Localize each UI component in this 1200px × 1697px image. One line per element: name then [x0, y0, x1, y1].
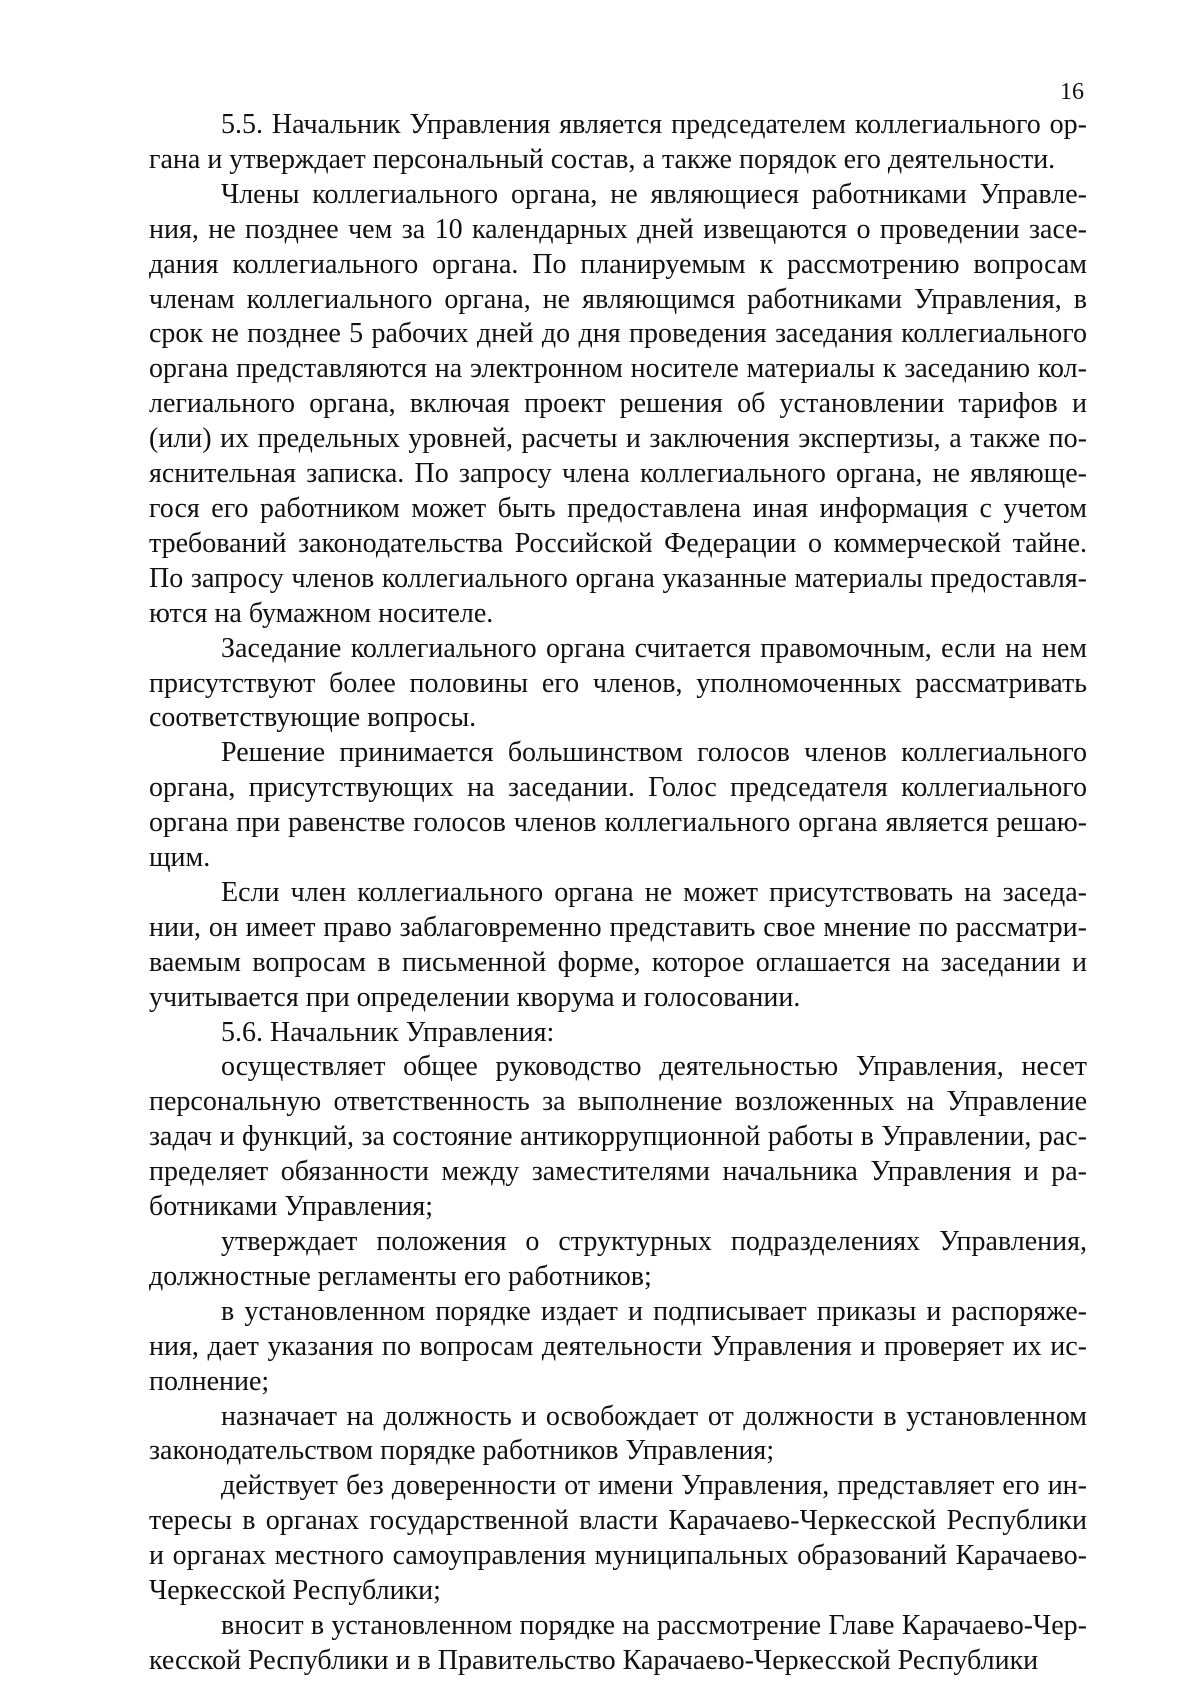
document-body — [149, 108, 1087, 1679]
paragraph-represents: действует без доверенности от имени Управления, представляет его интересы в органах государственной власти Карачаево-Черкесской Республики и органах местного самоуправления муниципальных образований Карачаево-Черкесской Республики; — [149, 1470, 1087, 1607]
paragraph-approves-regulations: утверждает положения о структурных подразделениях Управления, должностные регламенты его работников; — [149, 1226, 1087, 1292]
paragraph-general-management: осуществляет общее руководство деятельностью Управления, несет персональную ответственность за выполнение возложенных на Управление задач и функций, за состояние антикоррупционной работы в Управлении, распределяет обязанности между заместителями начальника Управления и работниками Управления; — [149, 1051, 1087, 1223]
paragraph-submits: вносит в установленном порядке на рассмотрение Главе Карачаево-Черкесской Республики и в Правительство Карачаево-Черкесской Республики — [149, 1609, 1087, 1676]
paragraph-appoints: назначает на должность и освобождает от должности в установленном законодательством порядке работников Управления; — [149, 1400, 1087, 1467]
paragraph-members-notice: Члены коллегиального органа, не являющиеся работниками Управления, не позднее чем за 10 календарных дней извещаются о проведении заседания коллегиального органа. По планируемым к рассмотрению вопросам членам коллегиального органа, не являющимся работниками Управления, в срок не позднее 5 рабочих дней до дня проведения заседания коллегиального органа представляются на электронном носителе материалы к заседанию коллегиального органа, включая проект решения об установлении тарифов и (или) их предельных уровней, расчеты и заключения экспертизы, а также пояснительная записка. По запросу члена коллегиального органа, не являющегося его работником может быть предоставлена иная информация с учетом требований законодательства Российской Федерации о коммерческой тайне. По запросу членов коллегиального органа указанные материалы предоставляются на бумажном носителе. — [149, 178, 1087, 629]
paragraph-quorum: Заседание коллегиального органа считается правомочным, если на нем присутствуют более половины его членов, уполномоченных рассматривать соответствующие вопросы. — [149, 632, 1087, 734]
paragraph-decision: Решение принимается большинством голосов членов коллегиального органа, присутствующих на заседании. Голос председателя коллегиального органа при равенстве голосов членов коллегиального органа является решающим. — [149, 737, 1087, 874]
paragraph-issues-orders: в установленном порядке издает и подписывает приказы и распоряжения, дает указания по вопросам деятельности Управления и проверяет их исполнение; — [149, 1295, 1087, 1397]
paragraph-absent-member: Если член коллегиального органа не может присутствовать на заседании, он имеет право заблаговременно представить свое мнение по рассматриваемым вопросам в письменной форме, которое оглашается на заседании и учитывается при определении кворума и голосовании. — [149, 876, 1087, 1013]
paragraph-5-5: 5.5. Начальник Управления является председателем коллегиального органа и утверждает персональный состав, а также порядок его деятельности. — [149, 109, 1087, 175]
page-number: 16 — [1060, 79, 1084, 105]
paragraph-5-6: 5.6. Начальник Управления: — [221, 1016, 555, 1048]
